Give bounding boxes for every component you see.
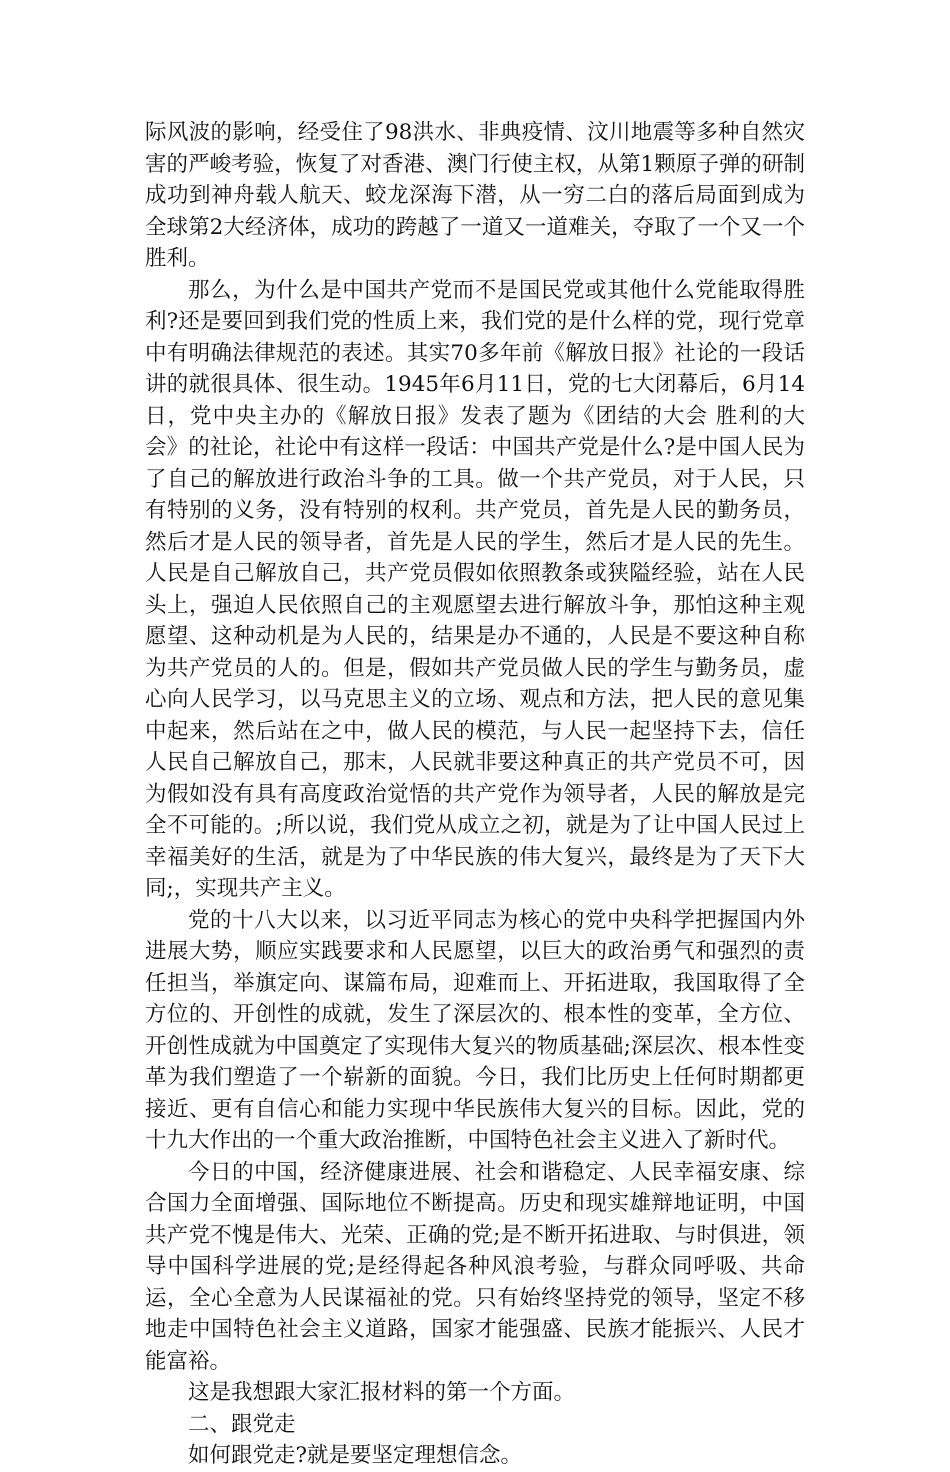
paragraph-continuation: 际风波的影响，经受住了98洪水、非典疫情、汶川地震等多种自然灾害的严峻考验，恢复了对香港、澳门行使主权，从第1颗原子弹的研制成功到神舟载人航天、蛟龙深海下潜，从一穷二白的落后局面到成为全球第2大经济体，成功的跨越了一道又一道难关，夺取了一个又一个胜利。 (145, 120, 805, 271)
paragraph-today-china: 今日的中国，经济健康进展、社会和谐稳定、人民幸福安康、综合国力全面增强、国际地位不断提高。历史和现实雄辩地证明，中国共产党不愧是伟大、光荣、正确的党;是不断开拓进取、与时俱进，领导中国科学进展的党;是经得起各种风浪考验，与群众同呼吸、共命运，全心全意为人民谋福祉的党。只有始终坚持党的领导，坚定不移地走中国特色社会主义道路，国家才能强盛、民族才能振兴、人民才能富裕。 (145, 1159, 805, 1374)
section-heading: 二、跟党走 (188, 1411, 296, 1437)
document-body (145, 117, 805, 1472)
paragraph-summary: 这是我想跟大家汇报材料的第一个方面。 (188, 1380, 576, 1405)
paragraph-follow-party: 如何跟党走?就是要坚定理想信念。 (188, 1443, 523, 1468)
paragraph-new-era: 党的十八大以来，以习近平同志为核心的党中央科学把握国内外进展大势，顺应实践要求和人民愿望，以巨大的政治勇气和强烈的责任担当，举旗定向、谋篇布局，迎难而上、开拓进取，我国取得了全方位的、开创性的成就，发生了深层次的、根本性的变革，全方位、开创性成就为中国奠定了实现伟大复兴的物质基础;深层次、根本性变革为我们塑造了一个崭新的面貌。今日，我们比历史上任何时期都更接近、更有自信心和能力实现中华民族伟大复兴的目标。因此，党的十九大作出的一个重大政治推断，中国特色社会主义进入了新时代。 (145, 907, 805, 1153)
paragraph-party-nature: 那么，为什么是中国共产党而不是国民党或其他什么党能取得胜利?还是要回到我们党的性质上来，我们党的是什么样的党，现行党章中有明确法律规范的表述。其实70多年前《解放日报》社论的一段话讲的就很具体、很生动。1945年6月11日，党的七大闭幕后，6月14日，党中央主办的《解放日报》发表了题为《团结的大会 胜利的大会》的社论，社论中有这样一段话：中国共产党是什么?是中国人民为了自己的解放进行政治斗争的工具。做一个共产党员，对于人民，只有特别的义务，没有特别的权利。共产党员，首先是人民的勤务员，然后才是人民的领导者，首先是人民的学生，然后才是人民的先生。人民是自己解放自己，共产党员假如依照教条或狭隘经验，站在人民头上，强迫人民依照自己的主观愿望去进行解放斗争，那怕这种主观愿望、这种动机是为人民的，结果是办不通的，人民是不要这种自称为共产党员的人的。但是，假如共产党员做人民的学生与勤务员，虚心向人民学习，以马克思主义的立场、观点和方法，把人民的意见集中起来，然后站在之中，做人民的模范，与人民一起坚持下去，信任人民自己解放自己，那末，人民就非要这种真正的共产党员不可，因为假如没有具有高度政治觉悟的共产党作为领导者，人民的解放是完全不可能的。;所以说，我们党从成立之初，就是为了让中国人民过上幸福美好的生活，就是为了中华民族的伟大复兴，最终是为了天下大同;，实现共产主义。 (145, 277, 805, 901)
